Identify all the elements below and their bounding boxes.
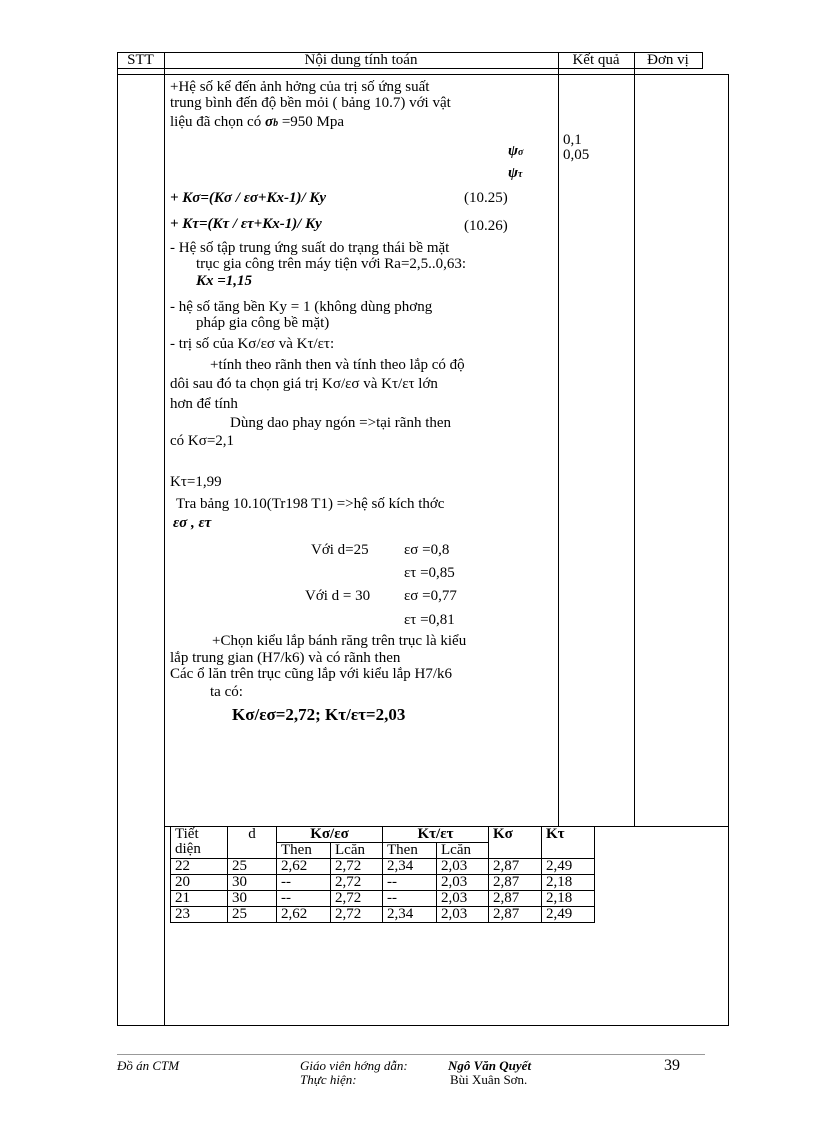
table-cell: --	[277, 891, 331, 907]
formula-k-sigma: + Kσ=(Kσ / εσ+Kx-1)/ Ky	[170, 190, 327, 206]
d25-eps-sigma: εσ =0,8	[404, 542, 450, 558]
dash1-line2: trục gia công trên máy tiện với Ra=2,5..0,63:	[196, 256, 467, 272]
para2-line2: dôi sau đó ta chọn giá trị Kσ/εσ và Kτ/ετ lớn	[170, 376, 438, 392]
table-cell: 2,72	[331, 859, 383, 875]
table-cell: 30	[228, 875, 277, 891]
para2-line1: +tính theo rãnh then và tính theo lắp có độ	[210, 357, 465, 373]
table-cell: 2,87	[489, 859, 542, 875]
th-then: Then	[277, 843, 331, 859]
th-section: Tiết diện	[171, 827, 228, 859]
th-then-2: Then	[383, 843, 437, 859]
table-cell: 20	[171, 875, 228, 891]
para3-line1: Dùng dao phay ngón =>tại rãnh then	[230, 415, 452, 431]
para5-line2: εσ , ετ	[173, 515, 212, 531]
table-cell: 2,72	[331, 875, 383, 891]
psi-tau: ψτ	[508, 165, 523, 181]
d25-eps-tau: ετ =0,85	[404, 565, 455, 581]
table-cell: 2,03	[437, 907, 489, 923]
results-table	[170, 826, 595, 923]
dash2-line1: - hệ số tăng bền Ky = 1 (không dùng phơng	[170, 299, 433, 315]
header-content: Nội dung tính toán	[304, 52, 418, 68]
footer-guide-label: Giáo viên hớng dẫn:	[300, 1058, 408, 1073]
table-cell: 2,87	[489, 875, 542, 891]
para6-line4: ta có:	[210, 684, 243, 700]
table-cell: 2,62	[277, 907, 331, 923]
th-k-sigma: Kσ	[489, 827, 542, 859]
dash2-line2: pháp gia công bề mặt)	[196, 315, 330, 331]
table-cell: 2,34	[383, 907, 437, 923]
th-k-tau: Kτ	[542, 827, 595, 859]
table-cell: 2,87	[489, 891, 542, 907]
table-cell: 2,03	[437, 859, 489, 875]
header-stt: STT	[127, 52, 154, 68]
table-cell: 23	[171, 907, 228, 923]
para1-line1: +Hệ số kể đến ảnh hởng của trị số ứng suất	[170, 79, 430, 95]
para4: Kτ=1,99	[170, 474, 222, 490]
table-cell: 25	[228, 859, 277, 875]
para6-line2: lắp trung gian (H7/k6) và có rãnh then	[170, 650, 401, 666]
table-cell: 2,72	[331, 891, 383, 907]
table-cell: 2,49	[542, 859, 595, 875]
para1-line3: liệu đã chọn có σb =950 Mpa	[170, 114, 345, 130]
table-cell: 2,62	[277, 859, 331, 875]
th-lcan-2: Lcăn	[437, 843, 489, 859]
para2-line3: hơn để tính	[170, 396, 238, 412]
table-row	[171, 875, 595, 891]
table-cell: 30	[228, 891, 277, 907]
formula-k-tau: + Kτ=(Kτ / ετ+Kx-1)/ Ky	[170, 216, 322, 232]
footer-guide-name: Ngô Văn Quyết	[448, 1058, 532, 1073]
dash1-line1: - Hệ số tập trung ứng suất do trạng thái bề mặt	[170, 240, 450, 256]
header-result: Kết quả	[572, 52, 620, 68]
table-cell: 2,18	[542, 875, 595, 891]
footer-page-number: 39	[664, 1057, 680, 1074]
table-cell: 21	[171, 891, 228, 907]
result-psi-tau: 0,05	[563, 147, 590, 163]
th-d: d	[228, 827, 277, 859]
table-cell: 2,49	[542, 907, 595, 923]
table-cell: 2,18	[542, 891, 595, 907]
th-lcan: Lcăn	[331, 843, 383, 859]
result-psi-sigma: 0,1	[563, 132, 582, 148]
table-cell: --	[277, 875, 331, 891]
d30-eps-sigma: εσ =0,77	[404, 588, 457, 604]
table-cell: 22	[171, 859, 228, 875]
d30-label: Với d = 30	[305, 588, 371, 604]
table-row	[171, 891, 595, 907]
th-k-tau-eps: Kτ/ετ	[383, 827, 489, 843]
d30-eps-tau: ετ =0,81	[404, 612, 455, 628]
para6-line1: +Chọn kiểu lắp bánh răng trên trục là kiểu	[212, 633, 467, 649]
table-header-row	[171, 827, 595, 843]
dash1-line3: Kx =1,15	[196, 273, 253, 289]
table-cell: 2,87	[489, 907, 542, 923]
table-cell: 2,03	[437, 875, 489, 891]
table-cell: 2,72	[331, 907, 383, 923]
psi-sigma: ψσ	[508, 143, 524, 159]
table-row	[171, 859, 595, 875]
d25-label: Với d=25	[311, 542, 369, 558]
header-unit: Đơn vị	[647, 52, 689, 68]
table-cell: --	[383, 875, 437, 891]
para6-line3: Các ổ lăn trên trục cũng lắp với kiểu lắp H7/k6	[170, 666, 453, 682]
para3-line2: có Kσ=2,1	[170, 433, 235, 449]
formula-k-tau-number: (10.26)	[464, 218, 508, 234]
table-cell: --	[383, 891, 437, 907]
footer-student-label: Thực hiện:	[300, 1072, 357, 1087]
table-row	[171, 907, 595, 923]
para5-line1: Tra bảng 10.10(Tr198 T1) =>hệ số kích thớc	[176, 496, 445, 512]
th-k-sigma-eps: Kσ/εσ	[277, 827, 383, 843]
table-cell: 25	[228, 907, 277, 923]
para7: Kσ/εσ=2,72; Kτ/ετ=2,03	[232, 705, 406, 724]
formula-k-sigma-number: (10.25)	[464, 190, 508, 206]
dash3-line1: - trị số của Kσ/εσ và Kτ/ετ:	[170, 336, 335, 352]
para1-line2: trung bình đến độ bền mỏi ( bảng 10.7) với vật	[170, 95, 451, 111]
table-cell: 2,34	[383, 859, 437, 875]
footer-student-name: Bùi Xuân Sơn.	[450, 1072, 528, 1087]
footer-left: Đồ án CTM	[117, 1058, 180, 1073]
table-cell: 2,03	[437, 891, 489, 907]
